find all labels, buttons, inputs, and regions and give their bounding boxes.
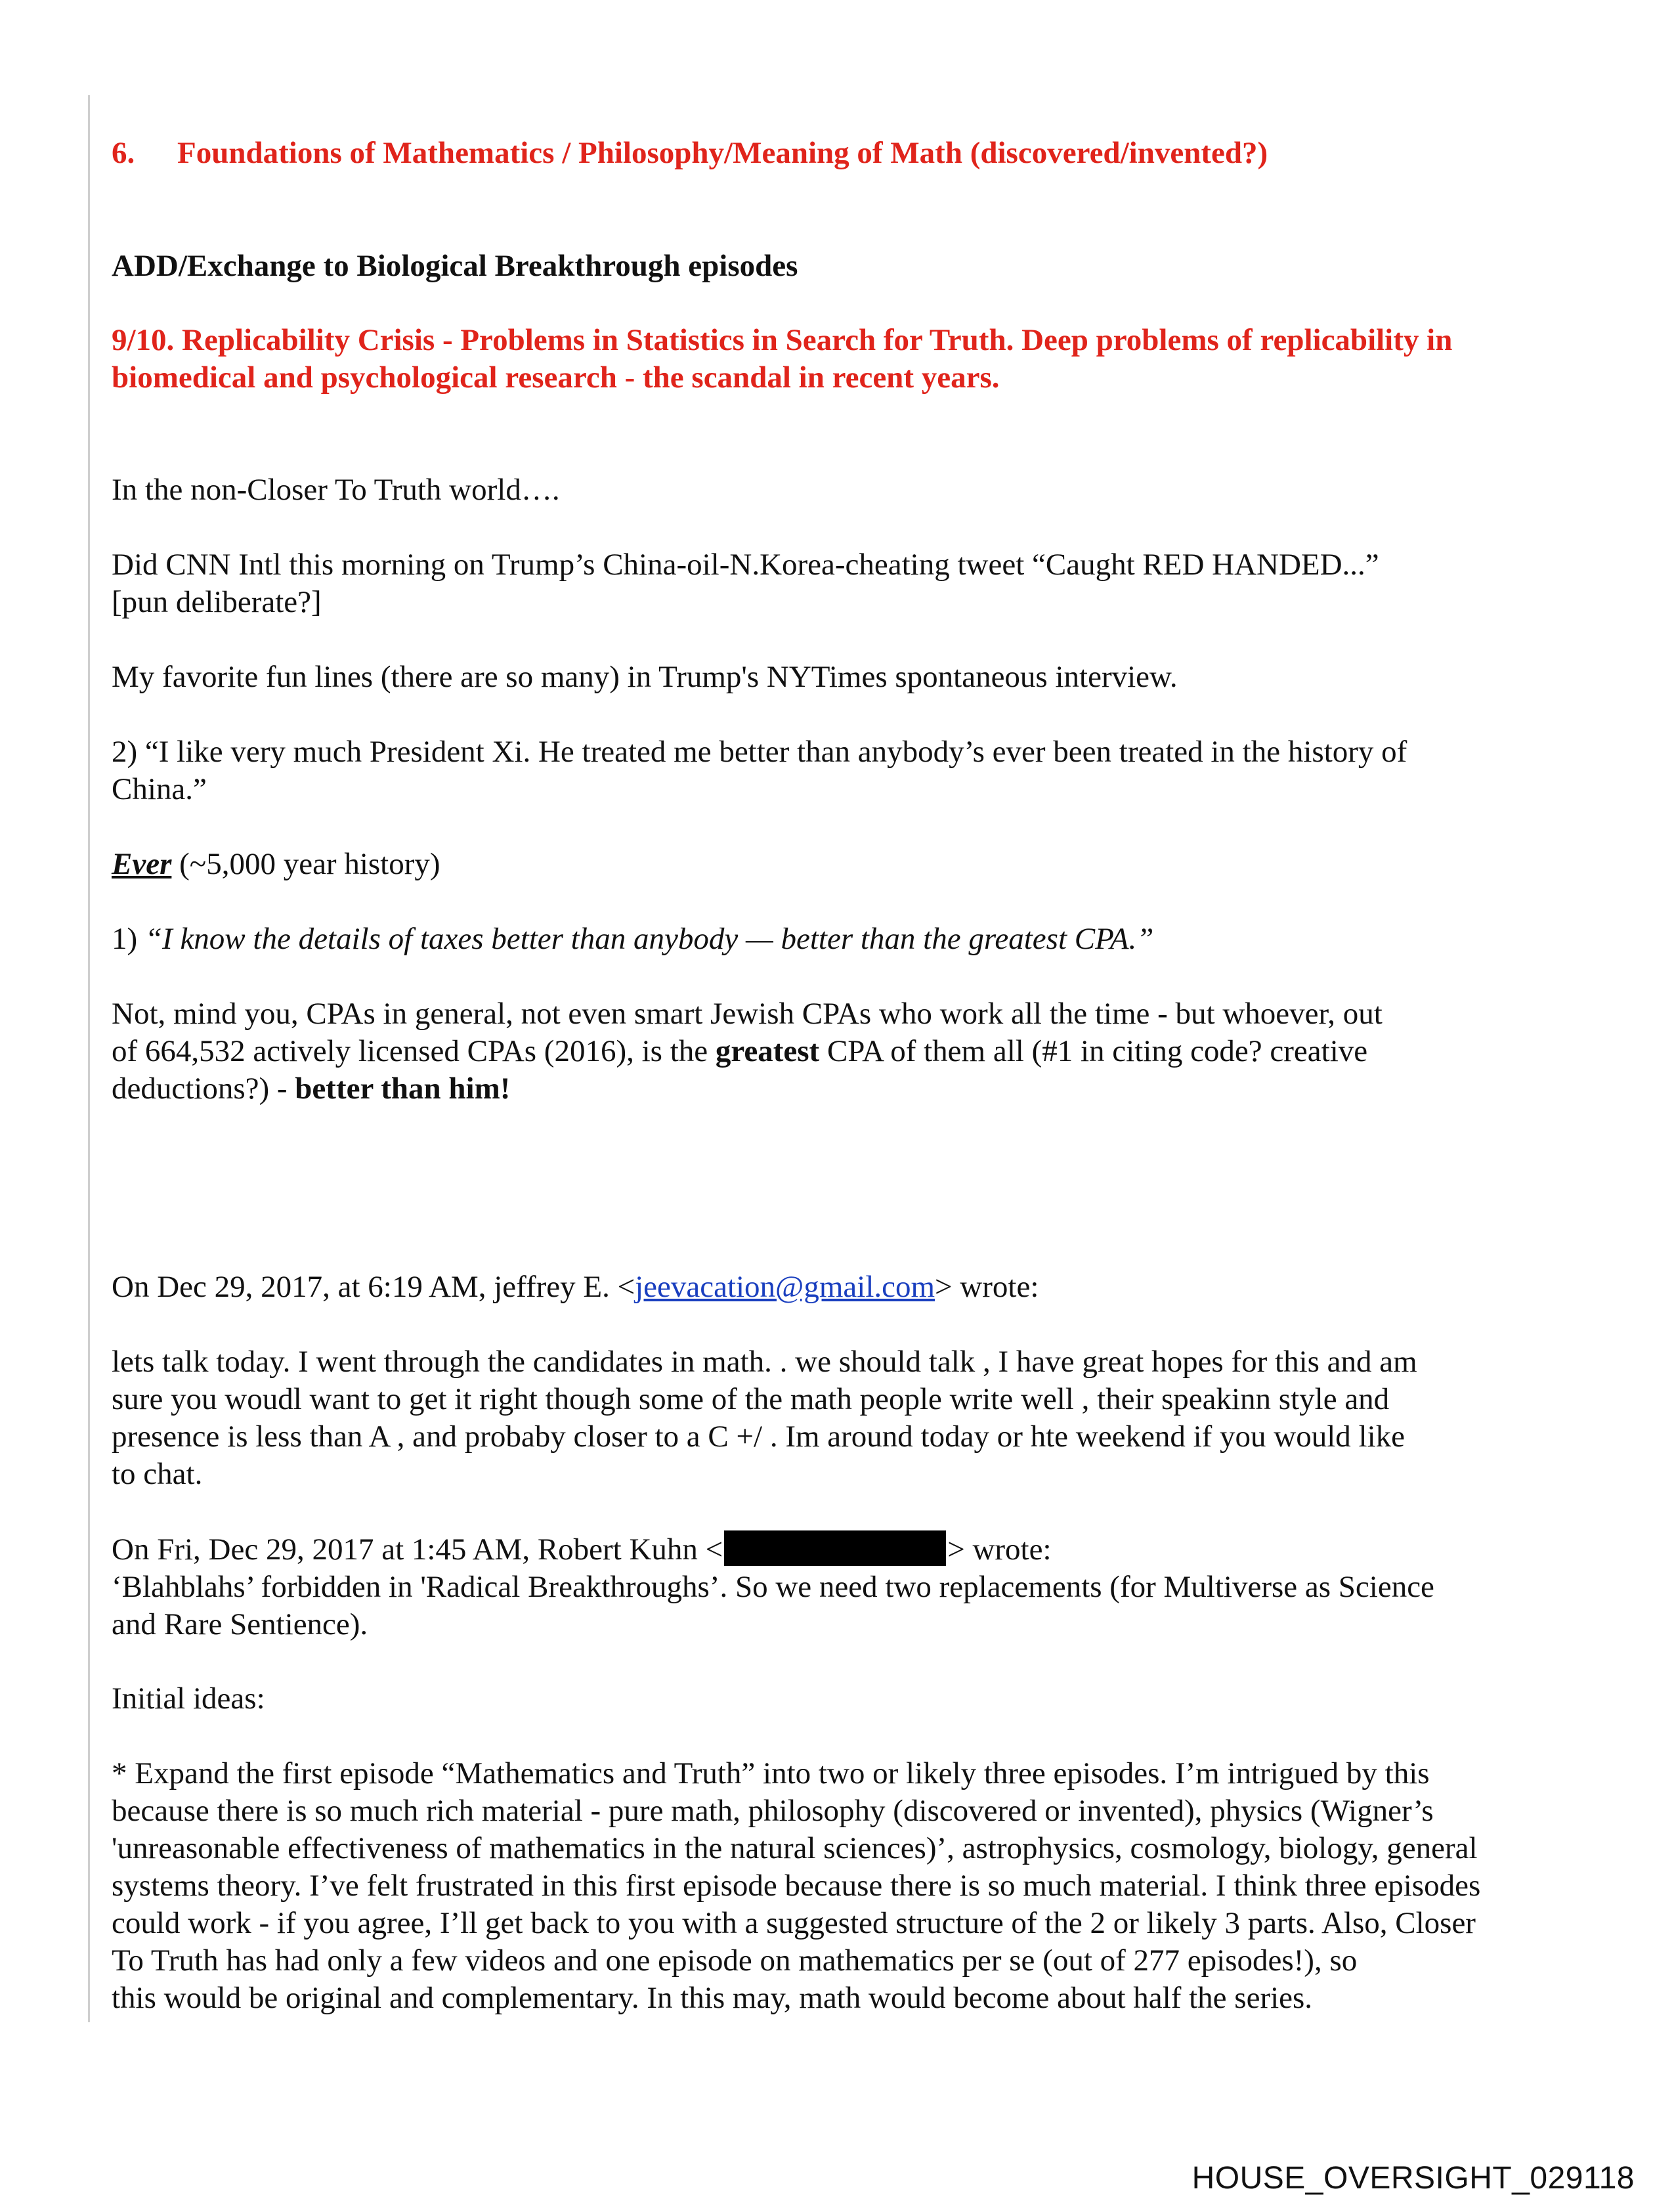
paragraph-world: In the non-Closer To Truth world…. (112, 473, 560, 507)
text-line: and Rare Sentience). (112, 1607, 368, 1641)
quote-text: “I know the details of taxes better than anybody — better than the greatest CPA.” (144, 922, 1154, 956)
quote-prefix: 1) (112, 922, 145, 956)
quote-1 (112, 921, 1582, 958)
text-line (112, 1070, 1582, 1108)
text-line: Did CNN Intl this morning on Trump’s China-oil-N.Korea-cheating tweet “Caught RED HANDED...” (112, 548, 1379, 582)
text-line: 'unreasonable effectiveness of mathematics in the natural sciences)’, astrophysics, cosmology, biology, general (112, 1831, 1478, 1865)
text-line: Not, mind you, CPAs in general, not even smart Jewish CPAs who work all the time - but whoever, out (112, 997, 1383, 1031)
text-run: > wrote: (947, 1532, 1052, 1567)
quote-bar (88, 95, 90, 2022)
text-line: presence is less than A , and probaby closer to a C +/ . Im around today or hte weekend if you would like (112, 1420, 1406, 1454)
text-line: China.” (112, 772, 207, 806)
text-run: On Fri, Dec 29, 2017 at 1:45 AM, Robert Kuhn < (112, 1532, 723, 1567)
email-header-kuhn (112, 1530, 1582, 1643)
section-heading-6 (112, 135, 1582, 172)
ever-word: Ever (112, 847, 172, 881)
text-run: CPA of them all (#1 in citing code? creative (819, 1034, 1368, 1068)
section-title: Foundations of Mathematics / Philosophy/Meaning of Math (discovered/invented?) (177, 136, 1268, 170)
redaction-box (724, 1530, 946, 1566)
paragraph-cpa (112, 995, 1582, 1108)
text-line: could work - if you agree, I’ll get back to you with a suggested structure of the 2 or likely 3 parts. Also, Closer (112, 1906, 1476, 1940)
ever-rest: (~5,000 year history) (171, 847, 440, 881)
text-line: because there is so much rich material - pure math, philosophy (discovered or invented), physics (Wigner’s (112, 1794, 1434, 1828)
text-line: [pun deliberate?] (112, 585, 322, 619)
text-line: ‘Blahblahs’ forbidden in 'Radical Breakthroughs’. So we need two replacements (for Multiverse as Science (112, 1570, 1434, 1604)
quote-2 (112, 733, 1582, 808)
text-line: to chat. (112, 1457, 203, 1491)
heading-line: biomedical and psychological research - the scandal in recent years. (112, 360, 1000, 395)
paragraph-lets-talk (112, 1343, 1582, 1493)
text-run: On Dec 29, 2017, at 6:19 AM, jeffrey E. < (112, 1270, 635, 1304)
email-link[interactable]: jeevacation@gmail.com (635, 1270, 935, 1304)
text-run: > wrote: (935, 1270, 1039, 1304)
text-line (112, 1530, 1582, 1569)
bold-run: better than him! (295, 1072, 511, 1106)
heading-line: 9/10. Replicability Crisis - Problems in Statistics in Search for Truth. Deep problems of replicability in (112, 323, 1453, 357)
paragraph-expand (112, 1755, 1582, 2017)
paragraph-favorite: My favorite fun lines (there are so many) in Trump's NYTimes spontaneous interview. (112, 660, 1178, 694)
section-heading-9-10 (112, 322, 1582, 397)
paragraph-cnn (112, 546, 1582, 621)
paragraph-ever (112, 846, 1582, 883)
text-line: this would be original and complementary. In this may, math would become about half the series. (112, 1981, 1313, 2015)
text-line: * Expand the first episode “Mathematics and Truth” into two or likely three episodes. I’m intrigued by this (112, 1756, 1430, 1790)
text-line: 2) “I like very much President Xi. He treated me better than anybody’s ever been treated in the history of (112, 735, 1407, 769)
text-line: systems theory. I’ve felt frustrated in this first episode because there is so much material. I think three episodes (112, 1869, 1481, 1903)
text-line (112, 1033, 1582, 1070)
text-run: of 664,532 actively licensed CPAs (2016), is the (112, 1034, 716, 1068)
text-line: sure you woudl want to get it right though some of the math people write well , their speakinn style and (112, 1382, 1390, 1416)
section-number: 6. (112, 136, 135, 170)
email-header-jeffrey (112, 1269, 1582, 1306)
text-line: lets talk today. I went through the candidates in math. . we should talk , I have great hopes for this and am (112, 1345, 1417, 1379)
initial-ideas: Initial ideas: (112, 1681, 265, 1716)
text-line: To Truth has had only a few videos and one episode on mathematics per se (out of 277 episodes!), so (112, 1943, 1358, 1978)
text-run: deductions?) - (112, 1072, 295, 1106)
bold-run: greatest (715, 1034, 820, 1068)
bates-number: HOUSE_OVERSIGHT_029118 (1191, 2161, 1635, 2196)
add-heading: ADD/Exchange to Biological Breakthrough episodes (112, 249, 798, 283)
